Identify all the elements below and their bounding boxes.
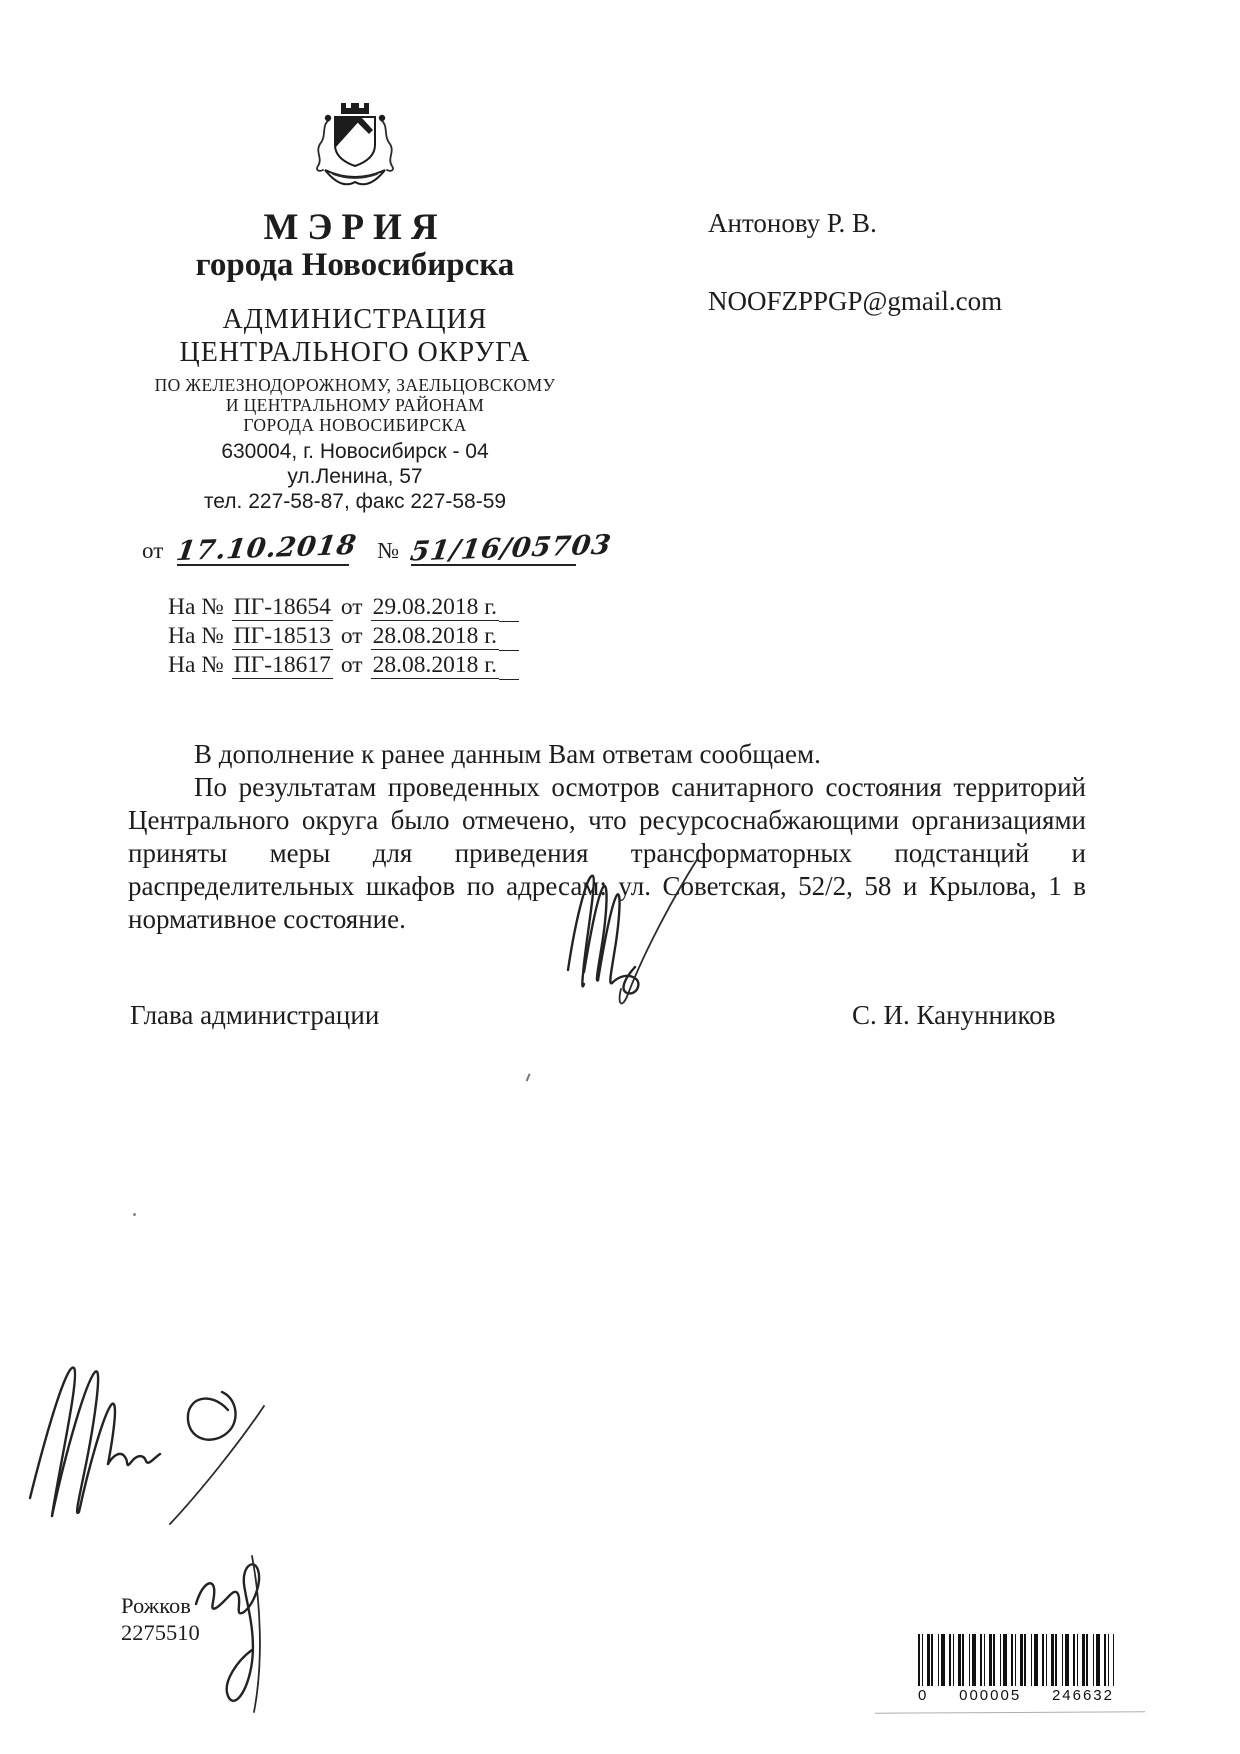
reference-row <box>168 622 519 651</box>
ref-ot: от <box>340 594 363 620</box>
address-line-1: 630004, г. Новосибирск - 04 <box>221 440 489 463</box>
ref-date: 28.08.2018 г. <box>372 623 498 649</box>
reference-row <box>168 651 519 680</box>
barcode-digits-mid: 000005 <box>959 1687 1022 1704</box>
admin-line-1: АДМИНИСТРАЦИЯ <box>222 304 488 335</box>
body-paragraph-2: По результатам проведенных осмотров санитарного состояния территорий Центрального округа было отмечено, что ресурсоснабжающими организациями приняты меры для приведения трансформаторных подстанций и распределительных шкафов по адресам: ул. Советская, 52/2, 58 и Крылова, 1 в нормативное состояние. <box>128 772 1086 934</box>
recipient-block <box>708 208 1002 317</box>
address-line-3: тел. 227-58-87, факс 227-58-59 <box>203 490 507 513</box>
executor-initials-signature <box>192 1538 327 1723</box>
ref-prefix: На № <box>168 652 224 678</box>
admin-line-2: ЦЕНТРАЛЬНОГО ОКРУГА <box>179 337 531 368</box>
ref-prefix: На № <box>168 623 224 649</box>
scan-mark <box>133 1213 136 1216</box>
recipient-email: NOOFZPPGP@gmail.com <box>708 286 1003 316</box>
outgoing-date-handwritten: 17.10.2018 <box>174 529 360 568</box>
ref-date: 29.08.2018 г. <box>372 594 498 620</box>
head-signature <box>538 852 718 1012</box>
scan-artifact-line <box>875 1711 1145 1713</box>
districts-line-1: ПО ЖЕЛЕЗНОДОРОЖНОМУ, ЗАЕЛЬЦОВСКОМУ <box>154 375 556 395</box>
executor-name: Рожков <box>121 1593 191 1618</box>
outgoing-line <box>142 529 614 568</box>
org-city: города Новосибирска <box>195 247 515 283</box>
reference-row <box>168 593 519 622</box>
letterhead <box>120 100 590 514</box>
scan-mark <box>526 1073 534 1082</box>
districts-line-2: И ЦЕНТРАЛЬНОМУ РАЙОНАМ <box>225 395 485 415</box>
outgoing-number-handwritten: 51/16/05703 <box>408 529 614 568</box>
barcode-digits-right: 246632 <box>1051 1687 1114 1704</box>
barcode-digit-left: 0 <box>918 1687 929 1704</box>
barcode <box>918 1634 1114 1704</box>
recipient-name: Антонову Р. В. <box>708 208 877 238</box>
outgoing-number-label: № <box>377 538 400 563</box>
ref-number: ПГ-18654 <box>233 594 331 620</box>
barcode-bars <box>918 1634 1114 1686</box>
signer-title: Глава администрации <box>130 1000 380 1030</box>
ref-ot: от <box>340 652 363 678</box>
body-paragraph-1: В дополнение к ранее данным Вам ответам сообщаем. <box>194 739 821 769</box>
ref-prefix: На № <box>168 594 224 620</box>
address-line-2: ул.Ленина, 57 <box>287 465 423 488</box>
ref-ot: от <box>340 623 363 649</box>
outgoing-date-label: от <box>142 538 164 563</box>
signer-name: С. И. Канунников <box>852 1000 1056 1030</box>
executor-block <box>121 1592 200 1646</box>
ref-number: ПГ-18513 <box>233 623 331 649</box>
org-name: МЭРИЯ <box>263 207 447 248</box>
coat-of-arms-icon <box>305 100 405 192</box>
references-block <box>168 593 519 680</box>
ref-date: 28.08.2018 г. <box>372 652 498 678</box>
ref-number: ПГ-18617 <box>233 652 331 678</box>
executor-phone: 2275510 <box>121 1620 200 1645</box>
districts-line-3: ГОРОДА НОВОСИБИРСКА <box>243 415 467 435</box>
